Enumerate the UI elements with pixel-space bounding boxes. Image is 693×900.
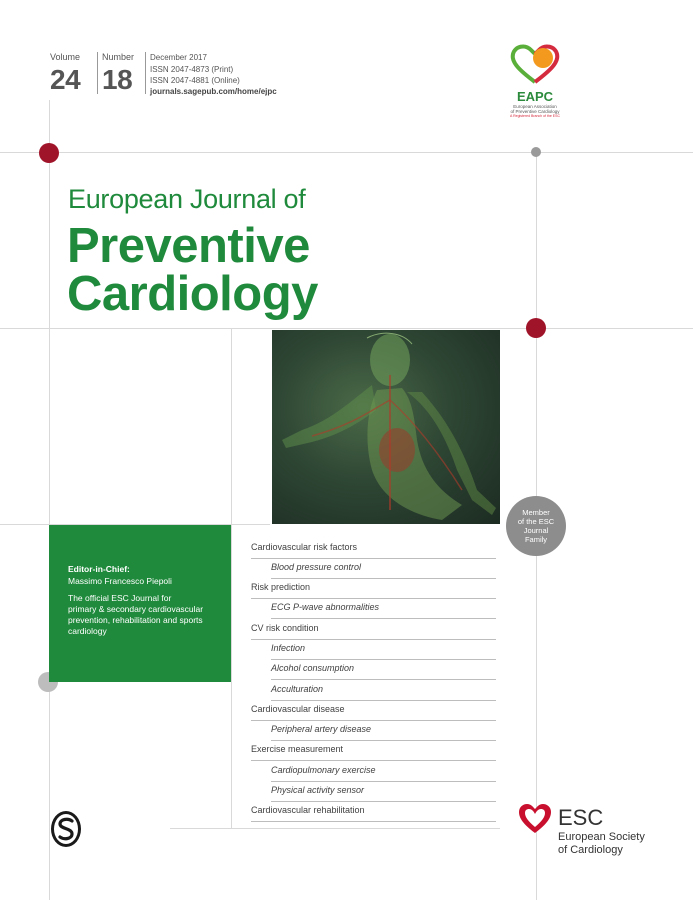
- number-value: 18: [102, 64, 133, 95]
- esc-member-badge: [506, 496, 566, 556]
- journal-description: [68, 593, 203, 637]
- cover-image-anatomy: [272, 330, 500, 524]
- red-dot-middle: [526, 318, 546, 338]
- esc-logo: [518, 803, 668, 863]
- journal-description-line2: primary & secondary cardiovascular: [68, 604, 204, 614]
- editor-name: Massimo Francesco Piepoli: [68, 576, 172, 586]
- anatomy-figure-illustration: [272, 330, 500, 524]
- number-label: Number: [102, 52, 135, 62]
- topic-item[interactable]: Risk prediction: [251, 578, 496, 599]
- subtopic-item[interactable]: Peripheral artery disease: [271, 720, 496, 741]
- topic-item[interactable]: Cardiovascular disease: [251, 700, 496, 721]
- grid-line-top: [0, 152, 693, 153]
- esc-line2: of Cardiology: [558, 844, 623, 856]
- issn-print: ISSN 2047-4873 (Print): [150, 65, 234, 74]
- subtopic-item[interactable]: Infection: [271, 639, 496, 660]
- volume-label: Volume: [50, 52, 81, 62]
- subtopic-item[interactable]: ECG P-wave abnormalities: [271, 598, 496, 619]
- editor-box: [49, 525, 231, 682]
- header-separator-2: [145, 52, 146, 94]
- sage-s-icon: [50, 810, 82, 848]
- sage-logo: [50, 810, 82, 848]
- subtopic-item[interactable]: Cardiopulmonary exercise: [271, 761, 496, 782]
- topic-item[interactable]: Cardiovascular risk factors: [251, 538, 496, 559]
- editor-label: Editor-in-Chief:: [68, 564, 130, 574]
- eapc-heart-icon: [505, 40, 565, 86]
- subtopic-item[interactable]: Alcohol consumption: [271, 659, 496, 680]
- journal-url[interactable]: journals.sagepub.com/home/ejpc: [150, 87, 277, 96]
- subtopic-item[interactable]: Acculturation: [271, 680, 496, 701]
- grey-dot-top: [531, 147, 541, 157]
- badge-line1: Member: [522, 508, 550, 517]
- grid-line-mid: [231, 328, 232, 828]
- badge-line3: Journal: [523, 526, 549, 535]
- esc-heart-icon: [518, 803, 552, 835]
- esc-line1: European Society: [558, 831, 645, 843]
- issn-online: ISSN 2047-4881 (Online): [150, 76, 240, 85]
- grid-line-left: [49, 100, 50, 900]
- eapc-abbr: EAPC: [516, 89, 554, 104]
- journal-description-line4: cardiology: [68, 626, 107, 636]
- journal-description-line1: The official ESC Journal for: [68, 593, 172, 603]
- esc-abbr: ESC: [558, 805, 604, 830]
- topic-item[interactable]: Cardiovascular rehabilitation: [251, 801, 496, 822]
- badge-line2: of the ESC: [517, 517, 555, 526]
- eapc-line2: of Preventive Cardiology: [510, 109, 560, 114]
- issue-date: December 2017: [150, 53, 207, 62]
- volume-value: 24: [50, 64, 81, 95]
- subtopic-item[interactable]: Blood pressure control: [271, 558, 496, 579]
- grid-line-bottom: [170, 828, 500, 829]
- badge-line4: Family: [524, 535, 548, 544]
- eapc-logo: [505, 40, 565, 120]
- eapc-line3: A Registered Branch of the ESC: [510, 114, 560, 118]
- grid-line-middle: [0, 328, 693, 329]
- journal-title-line2: Preventive: [67, 219, 310, 273]
- eapc-line1: European Association: [513, 104, 557, 109]
- journal-title-line3: Cardiology: [67, 267, 318, 321]
- header-separator-1: [97, 52, 98, 94]
- topic-item[interactable]: CV risk condition: [251, 619, 496, 640]
- red-dot-top: [39, 143, 59, 163]
- subtopic-item[interactable]: Physical activity sensor: [271, 781, 496, 802]
- journal-title-line1: European Journal of: [68, 184, 306, 214]
- journal-description-line3: prevention, rehabilitation and sports: [68, 615, 203, 625]
- topic-item[interactable]: Exercise measurement: [251, 740, 496, 761]
